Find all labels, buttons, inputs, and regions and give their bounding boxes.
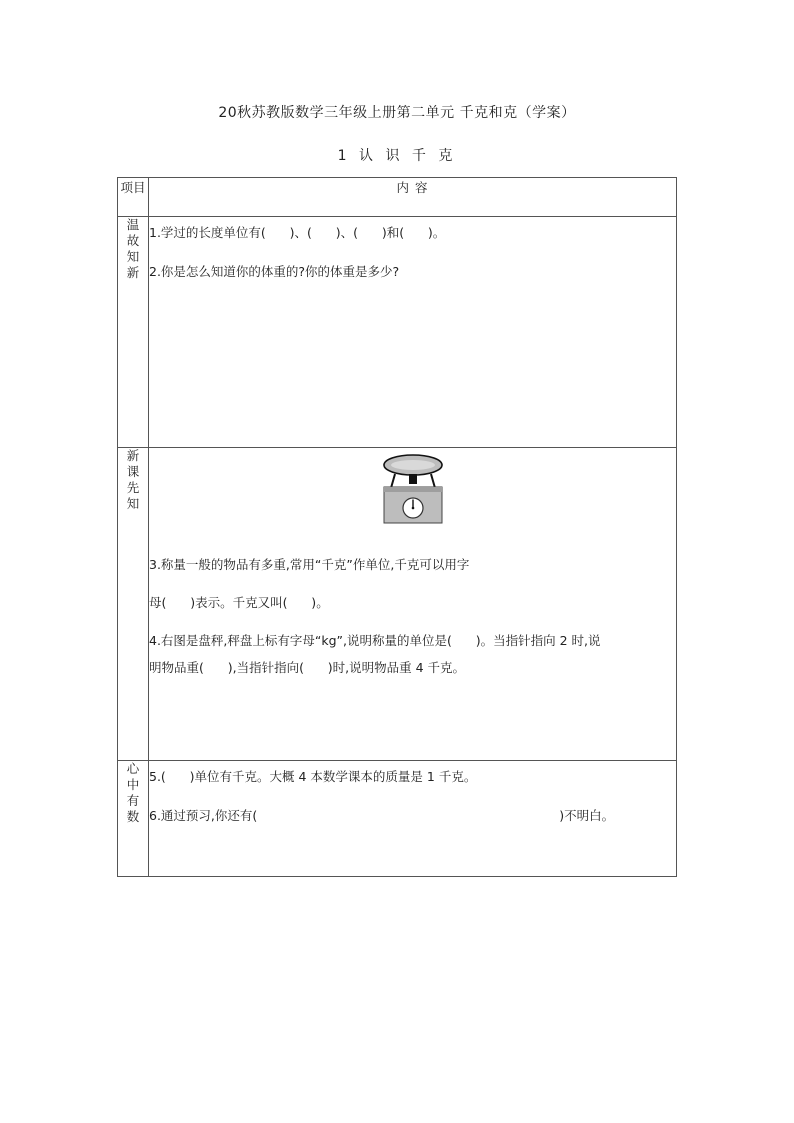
question-5: 5.( )单位有千克。大概 4 本数学课本的质量是 1 千克。: [149, 769, 477, 784]
section-label-review: 温 故 知 新: [118, 217, 149, 448]
column-header-content: 内 容: [149, 178, 677, 217]
question-4-line-2: 明物品重( ),当指针指向( )时,说明物品重 4 千克。: [149, 660, 466, 675]
question-1: 1.学过的长度单位有( )、( )、( )和( )。: [149, 225, 446, 240]
section-body-self-check: [149, 761, 677, 877]
section-label-self-check: 心 中 有 数: [118, 761, 149, 877]
section-body-review: [149, 217, 677, 448]
question-3-line-2: 母( )表示。千克又叫( )。: [149, 595, 329, 610]
section-review-row: [118, 217, 677, 448]
section-label-preview: 新 课 先 知: [118, 448, 149, 761]
question-3-line-1: 3.称量一般的物品有多重,常用“千克”作单位,千克可以用字: [149, 557, 470, 572]
section-preview-row: [118, 448, 677, 761]
column-header-item: 项目: [118, 178, 149, 217]
platform-scale-icon: [381, 454, 445, 524]
section-body-preview: [149, 448, 677, 761]
document-title: 20秋苏教版数学三年级上册第二单元 千克和克（学案）: [218, 105, 576, 121]
question-2: 2.你是怎么知道你的体重的?你的体重是多少?: [149, 264, 400, 279]
question-6: 6.通过预习,你还有( )不明白。: [149, 808, 615, 823]
table-header-row: [118, 178, 677, 217]
section-self-check-row: [118, 761, 677, 877]
question-4-line-1: 4.右图是盘秤,秤盘上标有字母“kg”,说明称量的单位是( )。当指针指向 2 时,说: [149, 633, 601, 648]
scale-image-wrap: [149, 448, 676, 528]
lesson-title: 1 认 识 千 克: [337, 148, 457, 164]
study-plan-table: [117, 177, 677, 877]
